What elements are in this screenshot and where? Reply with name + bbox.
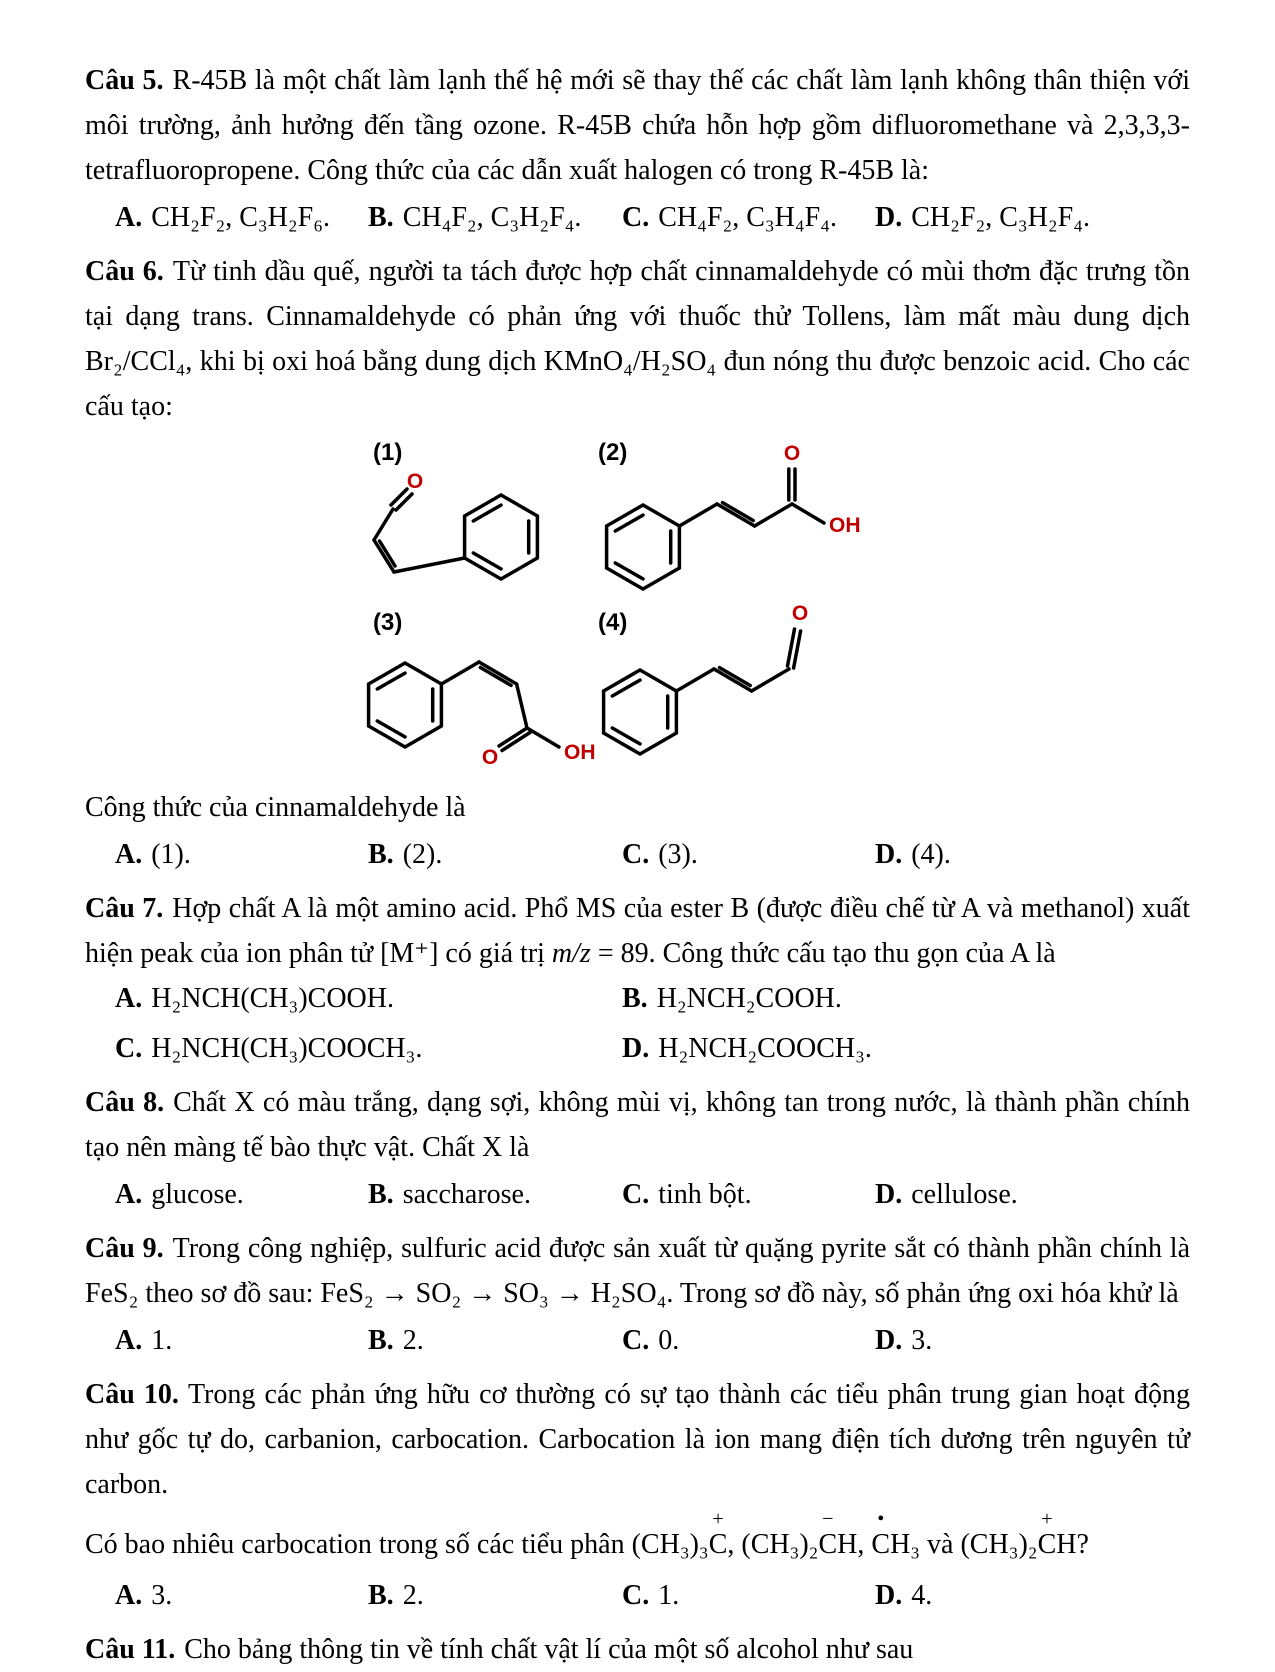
- question-9-number: Câu 9.: [85, 1233, 164, 1264]
- question-11-text: Câu 11. Cho bảng thông tin về tính chất vật lí của một số alcohol như sau: [85, 1634, 914, 1665]
- option-b: B. 2.: [368, 1325, 424, 1356]
- oxygen-label: O: [791, 602, 809, 625]
- single-bond: [676, 669, 714, 691]
- question-5-number: Câu 5.: [85, 65, 164, 96]
- option-a: A. 1.: [115, 1325, 173, 1356]
- question-7-number: Câu 7.: [85, 893, 164, 924]
- option-d: D. cellulose.: [875, 1179, 1018, 1210]
- cis-double-bond: [479, 662, 517, 685]
- single-bond: [517, 684, 527, 728]
- structure-2-drawing: [591, 429, 891, 607]
- option-d: D. 4.: [875, 1580, 933, 1611]
- single-bond: [394, 558, 465, 572]
- question-9-text: Câu 9. Trong công nghiệp, sulfuric acid được sản xuất từ quặng pyrite sắt có thành phần chính là FeS₂ theo sơ đồ sau: FeS₂ → SO₂ → SO₃ → H₂SO₄. Trong sơ đồ này, số phản ứng oxi hóa khử là: [85, 1233, 1190, 1309]
- single-bond: [441, 662, 479, 684]
- single-bond: [679, 504, 717, 526]
- option-a: A. glucose.: [115, 1179, 244, 1210]
- option-d: D. CH₂F₂, C₃H₂F₄.: [875, 202, 1090, 233]
- hydroxyl-label: OH: [564, 741, 596, 764]
- option-d: D. (4).: [875, 839, 951, 870]
- option-d: D. H₂NCH₂COOCH₃.: [622, 1033, 872, 1064]
- question-10-text: Câu 10. Trong các phản ứng hữu cơ thường có sự tạo thành các tiểu phân trung gian hoạt động như gốc tự do, carbanion, carbocation. Carbocation là ion mang điện tích dương trên nguyên tử carbon.: [85, 1379, 1190, 1500]
- minus-charge: −: [822, 1507, 834, 1530]
- option-a: A. 3.: [115, 1580, 173, 1611]
- option-a: A. (1).: [115, 839, 191, 870]
- question-6-body: Từ tinh dầu quế, người ta tách được hợp chất cinnamaldehyde có mùi thơm đặc trưng tồn tại dạng trans. Cinnamaldehyde có phản ứng với thuốc thử Tollens, làm mất màu dung dịch Br₂/CCl₄, khi bị oxi hoá bằng dung dịch KMnO₄/H₂SO₄ đun nóng thu được benzoic acid. Cho các cấu tạo:: [85, 256, 1190, 422]
- benzene-ring: [607, 505, 680, 589]
- structure-1-drawing: [351, 461, 566, 601]
- species-isopropyl-carbanion: (CH₃)₂ − CH,: [741, 1507, 872, 1560]
- structure-2-label: (2): [598, 439, 628, 466]
- species-methyl-radical: • CH₃ và: [871, 1507, 961, 1560]
- hydroxyl-label: OH: [829, 514, 861, 537]
- question-5-text: [85, 58, 1190, 193]
- mz-notation: m/z: [551, 938, 591, 969]
- option-b: B. CH₄F₂, C₃H₂F₄.: [368, 202, 582, 233]
- single-bond: [752, 669, 789, 691]
- question-10-species-line: Có bao nhiêu carbocation trong số các tiểu phân (CH₃)₃ + C, (CH₃)₂ − CH, • CH₃ và (CH₃)₂ + CH?: [85, 1507, 1089, 1560]
- benzene-ring: [369, 663, 442, 747]
- option-b: B. 2.: [368, 1580, 424, 1611]
- option-a: A. H₂NCH(CH₃)COOH.: [115, 983, 394, 1014]
- question-5-options: [85, 195, 1190, 241]
- benzene-ring: [465, 495, 538, 579]
- plus-charge: +: [1041, 1507, 1053, 1530]
- option-a: A. CH₂F₂, C₃H₂F₆.: [115, 202, 330, 233]
- structure-3-label: (3): [373, 609, 403, 636]
- question-11-number: Câu 11.: [85, 1634, 176, 1665]
- question-8-options: [85, 1172, 1190, 1218]
- option-b: B. (2).: [368, 839, 443, 870]
- hydroxyl-bond: [792, 504, 824, 523]
- question-6-text: [85, 249, 1190, 429]
- question-9-options: [85, 1318, 1190, 1364]
- radical-dot: •: [877, 1507, 885, 1530]
- question-6-followup: Công thức của cinnamaldehyde là: [85, 792, 466, 823]
- single-bond: [374, 509, 393, 540]
- hydroxyl-bond: [527, 728, 559, 747]
- question-6-options: [85, 832, 1190, 878]
- oxygen-label: O: [783, 442, 801, 465]
- question-6-number: Câu 6.: [85, 256, 164, 287]
- structure-4-label: (4): [598, 609, 628, 636]
- option-c: C. H₂NCH(CH₃)COOCH₃.: [115, 1033, 423, 1064]
- oxygen-label: O: [406, 470, 424, 493]
- question-8-number: Câu 8.: [85, 1087, 165, 1118]
- option-b: B. H₂NCH₂COOH.: [622, 983, 842, 1014]
- structure-4-drawing: [588, 583, 888, 775]
- option-c: C. tinh bột.: [622, 1179, 752, 1210]
- oxygen-label: O: [481, 746, 499, 769]
- question-7-options-row-1: [85, 976, 1190, 1022]
- trans-double-bond: [714, 668, 752, 691]
- option-c: C. (3).: [622, 839, 698, 870]
- option-c: C. 1.: [622, 1580, 680, 1611]
- cis-double-bond: [374, 540, 395, 572]
- option-c: C. CH₄F₂, C₃H₄F₄.: [622, 202, 837, 233]
- question-5-body: R-45B là một chất làm lạnh thế hệ mới sẽ thay thế các chất làm lạnh không thân thiện với môi trường, ảnh hưởng đến tầng ozone. R-45B chứa hỗn hợp gồm difluoromethane và 2,3,3,3-tetrafluoropropene. Công thức của các dẫn xuất halogen có trong R-45B là:: [85, 65, 1190, 186]
- carbonyl-double-bond: [788, 629, 801, 668]
- plus-charge: +: [712, 1507, 724, 1530]
- species-isopropyl-cation: (CH₃)₂ + CH?: [960, 1507, 1089, 1560]
- carbonyl-double-bond: [789, 469, 795, 500]
- question-8-text: Câu 8. Chất X có màu trắng, dạng sợi, không mùi vị, không tan trong nước, là thành phần chính tạo nên màng tế bào thực vật. Chất X là: [85, 1087, 1190, 1163]
- option-d: D. 3.: [875, 1325, 933, 1356]
- structure-1-label: (1): [373, 439, 403, 466]
- option-c: C. 0.: [622, 1325, 680, 1356]
- question-10-number: Câu 10.: [85, 1379, 179, 1410]
- question-10-options: [85, 1573, 1190, 1619]
- trans-double-bond: [717, 503, 755, 526]
- question-7-options-row-2: [85, 1026, 1190, 1072]
- question-7-text: Câu 7. Hợp chất A là một amino acid. Phổ MS của ester B (được điều chế từ A và methanol) xuất hiện peak của ion phân tử [M⁺] có giá trị m/z = 89. Công thức cấu tạo thu gọn của A là: [85, 893, 1190, 969]
- single-bond: [755, 504, 792, 526]
- species-tert-butyl-cation: (CH₃)₃ + C,: [631, 1507, 742, 1560]
- option-b: B. saccharose.: [368, 1179, 531, 1210]
- carbonyl-double-bond: [499, 728, 530, 751]
- structure-3-drawing: [353, 631, 608, 781]
- benzene-ring: [604, 670, 677, 754]
- chemical-structures: [85, 433, 1190, 785]
